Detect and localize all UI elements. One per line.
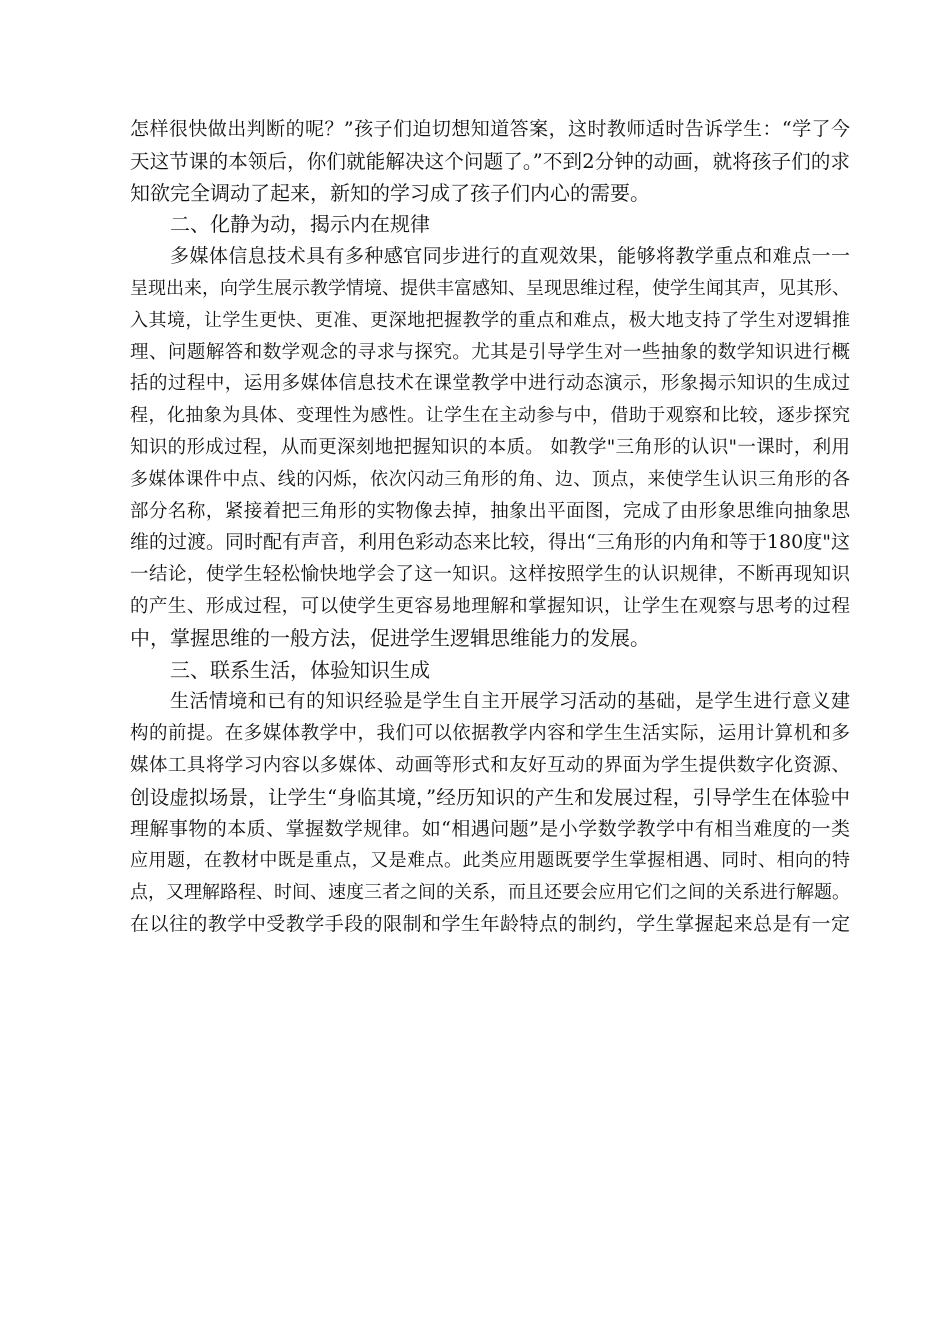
paragraph-line: 中，掌握思维的一般方法，促进学生逻辑思维能力的发展。 — [130, 625, 650, 650]
paragraph-line: 括的过程中，运用多媒体信息技术在课堂教学中进行动态演示，形象揭示知识的生成过 — [130, 373, 850, 395]
paragraph-line: 部分名称，紧接着把三角形的实物像去掉，抽象出平面图，完成了由形象思维向抽象思 — [130, 500, 850, 522]
paragraph-line: 呈现出来，向学生展示教学情境、提供丰富感知、呈现思维过程，使学生闻其声，见其形、 — [130, 277, 850, 299]
paragraph-line: 创设虚拟场景，让学生“身临其境，”经历知识的产生和发展过程，引导学生在体验中 — [130, 785, 850, 809]
paragraph-line: 理、问题解答和数学观念的寻求与探究。尤其是引导学生对一些抽象的数学知识进行概 — [130, 341, 850, 363]
paragraph-line: 怎样很快做出判断的呢？”孩子们迫切想知道答案，这时教师适时告诉学生：“学了今 — [130, 118, 850, 140]
paragraph-line: 媒体工具将学习内容以多媒体、动画等形式和友好互动的界面为学生提供数字化资源、 — [130, 754, 850, 776]
paragraph-line: 知识的形成过程，从而更深刻地把握知识的本质。 如教学"三角形的认识"一课时，利用 — [130, 436, 850, 458]
paragraph-line: 点，又理解路程、时间、速度三者之间的关系，而且还要会应用它们之间的关系进行解题。 — [130, 882, 850, 904]
paragraph-line: 天这节课的本领后，你们就能解决这个问题了。”不到2分钟的动画，就将孩子们的求 — [130, 149, 850, 173]
paragraph-line: 多媒体信息技术具有多种感官同步进行的直观效果，能够将教学重点和难点一一 — [170, 245, 850, 268]
paragraph-line: 知欲完全调动了起来，新知的学习成了孩子们内心的需要。 — [130, 180, 650, 205]
paragraph-line: 一结论，使学生轻松愉快地学会了这一知识。这样按照学生的认识规律，不断再现知识 — [130, 564, 850, 586]
paragraph-line: 的产生、形成过程，可以使学生更容易地理解和掌握知识，让学生在观察与思考的过程 — [130, 595, 850, 617]
paragraph-line: 应用题，在教材中既是重点，又是难点。此类应用题既要学生掌握相遇、同时、相向的特 — [130, 850, 850, 872]
paragraph-line: 入其境，让学生更快、更准、更深地把握教学的重点和难点，极大地支持了学生对逻辑推 — [130, 309, 850, 331]
paragraph-line: 多媒体课件中点、线的闪烁，依次闪动三角形的角、边、顶点，来使学生认识三角形的各 — [130, 468, 850, 490]
paragraph-line: 在以往的教学中受教学手段的限制和学生年龄特点的制约，学生掌握起来总是有一定 — [130, 912, 850, 935]
paragraph-line: 构的前提。在多媒体教学中，我们可以依据教学内容和学生生活实际，运用计算机和多 — [130, 723, 850, 745]
paragraph-line: 维的过渡。同时配有声音，利用色彩动态来比较，得出“三角形的内角和等于180度"这 — [130, 531, 850, 554]
paragraph-line: 程，化抽象为具体、变理性为感性。让学生在主动参与中，借助于观察和比较，逐步探究 — [130, 405, 850, 427]
section-heading: 三、联系生活，体验知识生成 — [170, 657, 430, 682]
section-heading: 二、化静为动，揭示内在规律 — [170, 212, 430, 237]
paragraph-line: 生活情境和已有的知识经验是学生自主开展学习活动的基础，是学生进行意义建 — [170, 690, 850, 713]
document-body — [130, 114, 850, 941]
paragraph-line: 理解事物的本质、掌握数学规律。如“相遇问题”是小学数学教学中有相当难度的一类 — [130, 817, 850, 840]
